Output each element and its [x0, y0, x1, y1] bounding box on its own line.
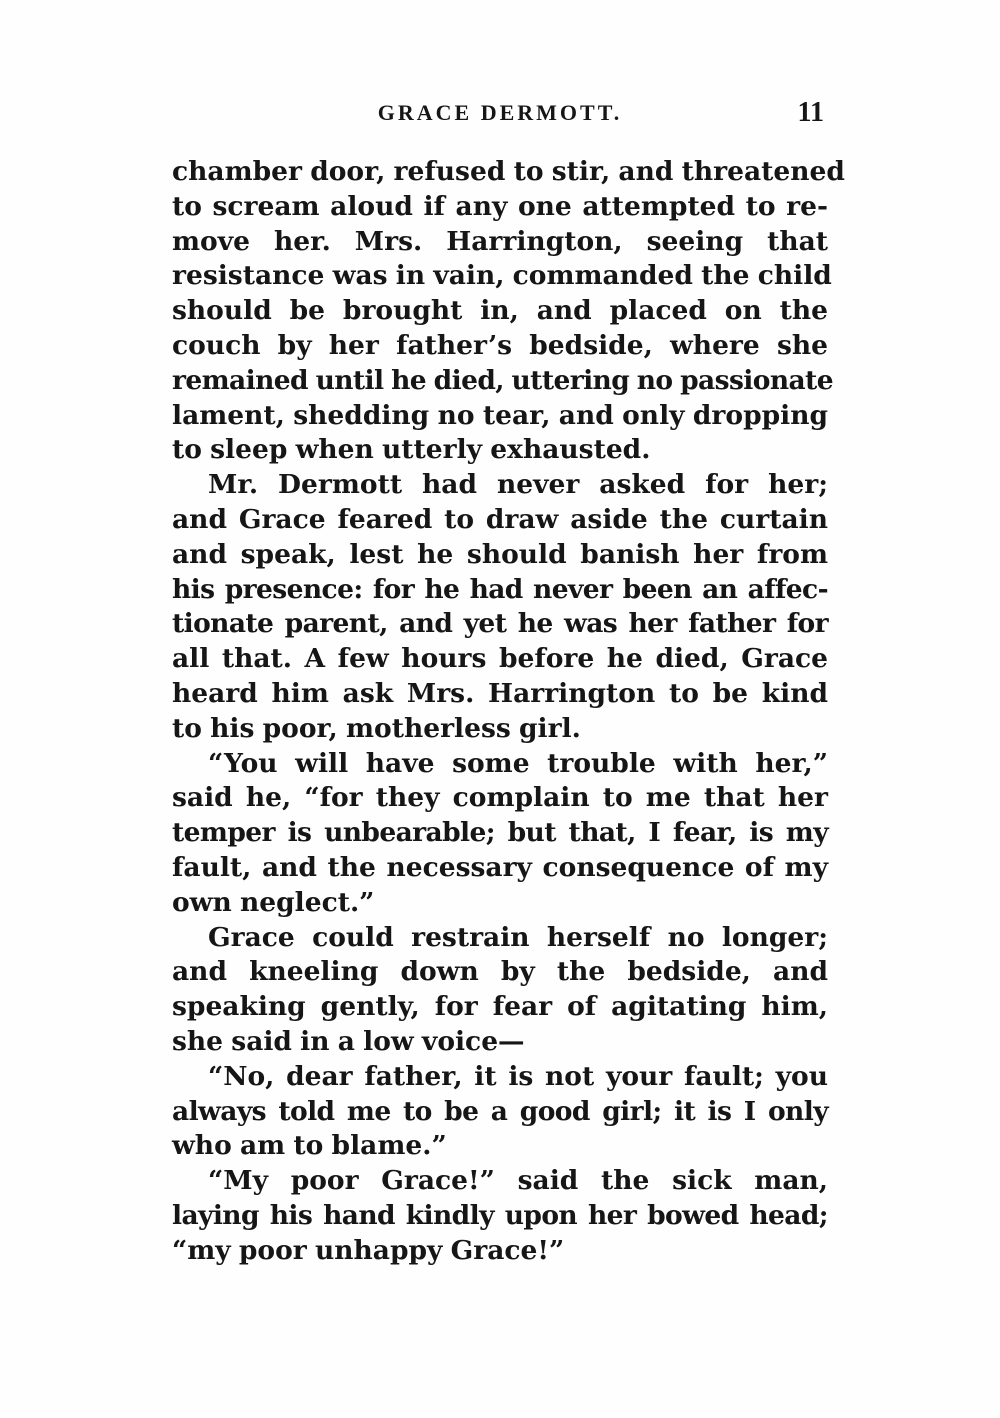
text-line: temper is unbearable; but that, I fear, is my: [172, 817, 828, 849]
text-line: heard him ask Mrs. Harrington to be kind: [172, 677, 828, 709]
text-line: always told me to be a good girl; it is I only: [172, 1095, 828, 1127]
body-text: [172, 155, 845, 1269]
text-line: “No, dear father, it is not your fault; you: [208, 1060, 828, 1092]
text-line: who am to blame.”: [172, 1130, 447, 1162]
text-line: couch by her father’s bedside, where she: [172, 329, 828, 361]
text-line: to his poor, motherless girl.: [172, 712, 581, 744]
text-line: tionate parent, and yet he was her father for: [172, 608, 828, 640]
text-line: laying his hand kindly upon her bowed head;: [172, 1199, 828, 1231]
text-line: chamber door, refused to stir, and threatened: [172, 156, 845, 187]
text-line: own neglect.”: [172, 886, 375, 918]
text-line: “You will have some trouble with her,”: [208, 747, 828, 779]
text-line: lament, shedding no tear, and only dropping: [172, 399, 828, 431]
page-number: 11: [797, 97, 824, 128]
text-line: said he, “for they complain to me that her: [172, 782, 828, 814]
text-line: move her. Mrs. Harrington, seeing that: [172, 225, 828, 257]
running-head: [172, 93, 828, 133]
text-line: fault, and the necessary consequence of my: [172, 851, 828, 883]
text-line: and kneeling down by the bedside, and: [172, 956, 828, 988]
text-line: Mr. Dermott had never asked for her;: [208, 469, 828, 501]
text-line: speaking gently, for fear of agitating him,: [172, 991, 828, 1023]
text-line: she said in a low voice—: [172, 1025, 525, 1057]
text-line: “my poor unhappy Grace!”: [172, 1234, 565, 1266]
text-line: Grace could restrain herself no longer;: [208, 921, 828, 953]
text-line: remained until he died, uttering no passionate: [172, 364, 833, 396]
text-line: resistance was in vain, commanded the child: [172, 260, 832, 292]
running-head-title: GRACE DERMOTT.: [377, 100, 623, 125]
text-line: to sleep when utterly exhausted.: [172, 434, 651, 466]
text-line: “My poor Grace!” said the sick man,: [208, 1165, 828, 1197]
text-line: should be brought in, and placed on the: [172, 295, 828, 327]
text-line: his presence: for he had never been an affec-: [172, 573, 828, 605]
text-line: and Grace feared to draw aside the curtain: [172, 503, 828, 535]
text-line: and speak, lest he should banish her from: [172, 538, 828, 570]
text-line: to scream aloud if any one attempted to re-: [172, 190, 828, 222]
text-line: all that. A few hours before he died, Grace: [172, 643, 828, 675]
